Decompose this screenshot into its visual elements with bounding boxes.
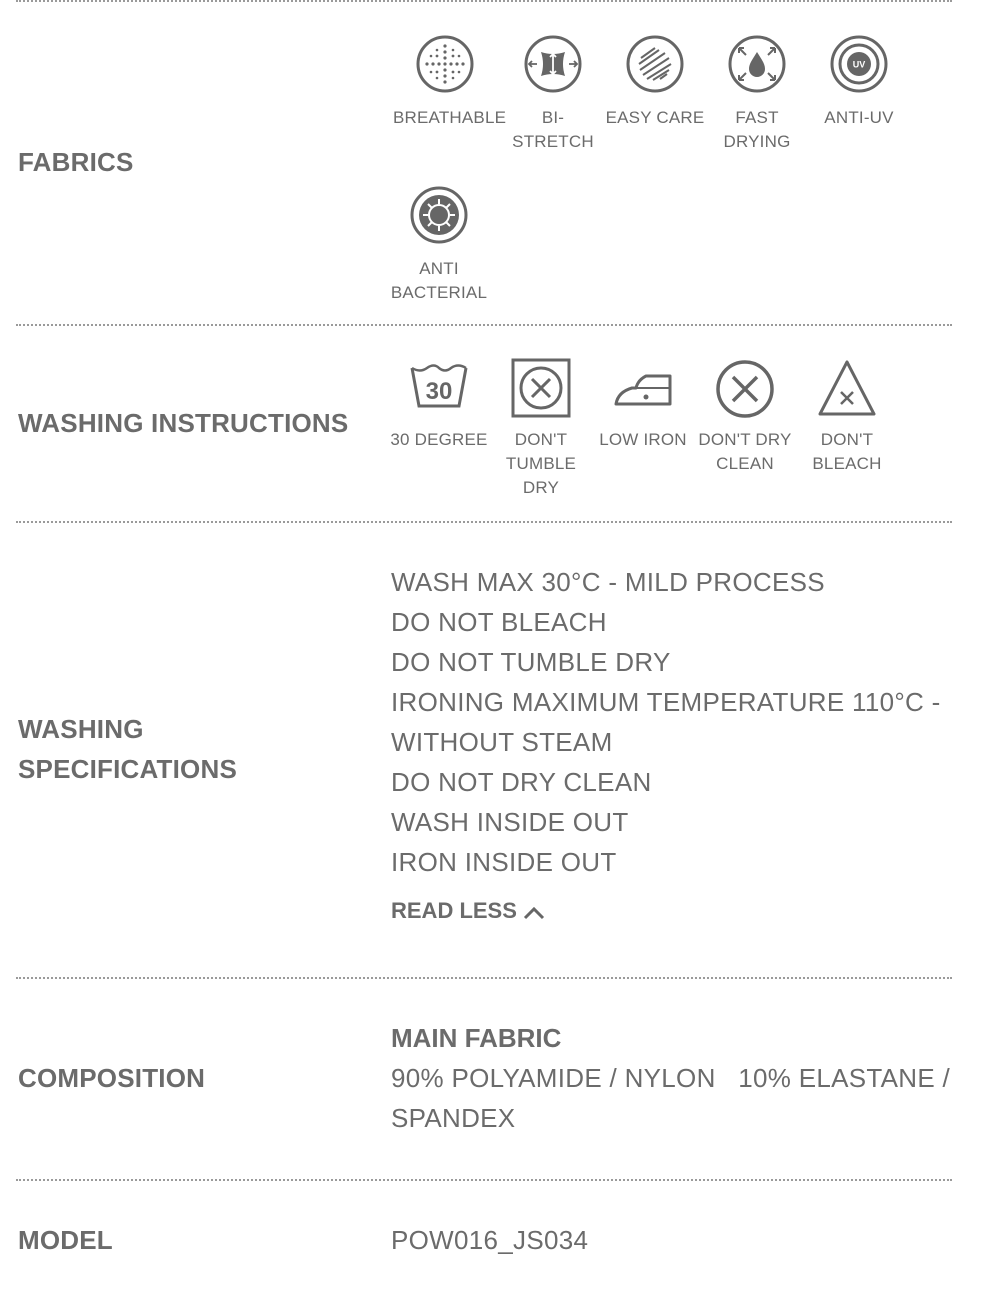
dont-dry-clean-icon xyxy=(714,358,776,420)
bi-stretch-icon xyxy=(523,34,583,94)
model-label: MODEL xyxy=(18,1225,113,1255)
instruction-label: 30 DEGREE xyxy=(390,430,488,449)
wash-30-icon xyxy=(408,358,470,418)
feature-fast-drying xyxy=(705,34,809,154)
feature-label: BREATHABLE xyxy=(393,108,507,127)
composition-line: SPANDEX xyxy=(391,1103,516,1133)
spec-line: WASH INSIDE OUT xyxy=(391,807,629,837)
composition-body xyxy=(391,1058,961,1138)
low-iron-icon xyxy=(612,358,674,418)
svg-text:30: 30 xyxy=(425,378,453,405)
feature-label: ANTI BACTERIAL xyxy=(390,259,488,302)
feature-label: ANTI-UV xyxy=(824,108,894,127)
instruction-dont-dry-clean xyxy=(693,358,797,476)
composition-line: 90% POLYAMIDE / NYLON 10% ELASTANE / xyxy=(391,1063,951,1093)
spec-line: WITHOUT STEAM xyxy=(391,727,613,757)
instruction-label: DON'T BLEACH xyxy=(812,430,882,473)
dont-tumble-dry-icon xyxy=(511,358,571,418)
anti-bacterial-icon xyxy=(409,185,469,245)
instruction-label: LOW IRON xyxy=(599,430,687,449)
anti-uv-icon xyxy=(829,34,889,94)
dont-bleach-icon xyxy=(816,358,878,418)
instruction-label: DON'T TUMBLE DRY xyxy=(505,430,577,497)
easy-care-icon xyxy=(625,34,685,94)
washing-specifications-list xyxy=(391,562,951,882)
divider xyxy=(16,1179,952,1181)
feature-breathable xyxy=(393,34,507,130)
composition-label: COMPOSITION xyxy=(18,1063,206,1093)
feature-bi-stretch xyxy=(501,34,605,154)
divider xyxy=(16,977,952,979)
feature-label: EASY CARE xyxy=(605,108,705,127)
feature-label: BI- STRETCH xyxy=(512,108,594,151)
read-less-button[interactable] xyxy=(391,898,545,924)
spec-line: DO NOT TUMBLE DRY xyxy=(391,647,671,677)
instruction-label: DON'T DRY CLEAN xyxy=(698,430,792,473)
svg-text:UV: UV xyxy=(852,59,866,70)
instruction-30-degree xyxy=(387,358,491,452)
feature-anti-bacterial xyxy=(387,185,491,305)
composition-title: MAIN FABRIC xyxy=(391,1023,562,1053)
spec-line: IRONING MAXIMUM TEMPERATURE 110°C - xyxy=(391,687,941,717)
fast-drying-icon xyxy=(727,34,787,94)
chevron-up-icon xyxy=(523,906,545,920)
divider xyxy=(16,521,952,523)
feature-anti-uv xyxy=(807,34,911,130)
instruction-dont-tumble-dry xyxy=(489,358,593,500)
instruction-low-iron xyxy=(591,358,695,452)
divider xyxy=(16,0,952,2)
divider xyxy=(16,324,952,326)
model-value: POW016_JS034 xyxy=(391,1225,589,1255)
feature-easy-care xyxy=(603,34,707,130)
read-less-label: READ LESS xyxy=(391,898,517,923)
feature-label: FAST DRYING xyxy=(723,108,791,151)
fabrics-label: FABRICS xyxy=(18,147,134,177)
washing-specifications-label: WASHING SPECIFICATIONS xyxy=(18,714,238,784)
spec-line: DO NOT DRY CLEAN xyxy=(391,767,652,797)
spec-line: WASH MAX 30°C - MILD PROCESS xyxy=(391,567,825,597)
spec-line: IRON INSIDE OUT xyxy=(391,847,617,877)
breathable-icon xyxy=(415,34,475,94)
washing-instructions-label: WASHING INSTRUCTIONS xyxy=(18,408,349,438)
instruction-dont-bleach xyxy=(795,358,899,476)
spec-line: DO NOT BLEACH xyxy=(391,607,607,637)
